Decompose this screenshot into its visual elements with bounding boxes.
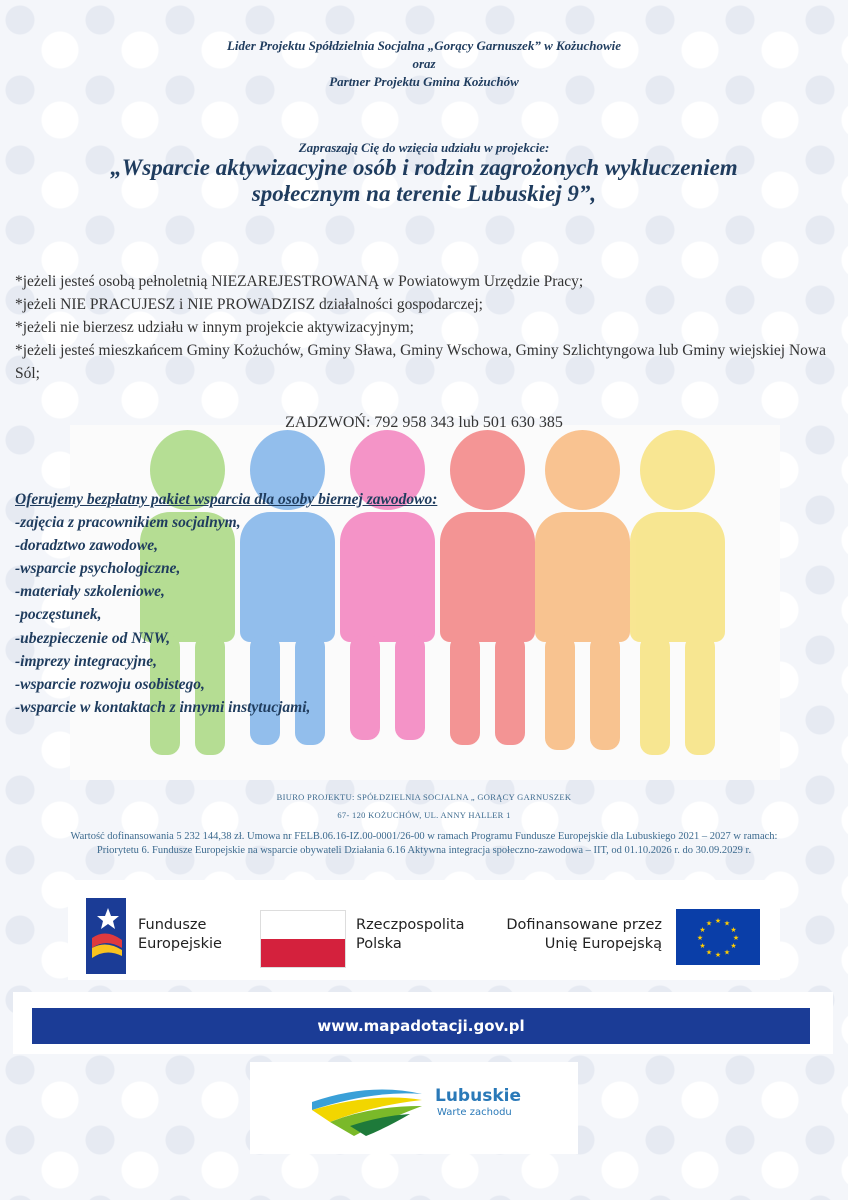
eu-flag-icon: [676, 909, 760, 965]
condition-item: *jeżeli nie bierzesz udziału w innym projekcie aktywizacyjnym;: [15, 319, 414, 336]
eligibility-conditions: [15, 270, 835, 385]
offer-item: -wsparcie rozwoju osobistego,: [15, 675, 205, 693]
project-title-line-1: „Wsparcie aktywizacyjne osób i rodzin zagrożonych wykluczeniem: [110, 155, 738, 180]
header-conjunction: oraz: [412, 56, 436, 71]
offer-item: -wsparcie w kontaktach z innymi instytucjami,: [15, 698, 311, 716]
svg-text:★: ★: [705, 948, 713, 957]
svg-text:★: ★: [705, 919, 713, 928]
lubuskie-subtitle: Warte zachodu: [437, 1107, 512, 1118]
funding-note: Wartość dofinansowania 5 232 144,38 zł. Umowa nr FELB.06.16-IZ.00-0001/26-00 w ramach Programu Fundusze Europejskie dla Lubuskiego 2021 – 2027 w ramach: Priorytetu 6. Fundusze Europejskie na wsparcie obywateli Działania 6.16 Aktywna integracja społeczno-zawodowa – IIT, od 01.10.2026 r. do 30.09.2029 r.: [70, 831, 778, 856]
eu-line-1: Dofinansowane przez: [506, 917, 662, 933]
rp-line-2: Polska: [356, 936, 402, 952]
offer-item: -zajęcia z pracownikiem socjalnym,: [15, 514, 241, 532]
offer-item: -ubezpieczenie od NNW,: [15, 629, 171, 647]
lubuskie-emblem-icon: [310, 1076, 430, 1140]
svg-text:★: ★: [699, 942, 706, 950]
condition-item: *jeżeli jesteś mieszkańcem Gminy Kożuchów, Gminy Sława, Gminy Wschowa, Gminy Szlichtyngowa lub Gminy wiejskiej Nowa Sól;: [15, 342, 827, 382]
svg-text:★: ★: [714, 917, 722, 925]
fe-line-2: Europejskie: [138, 936, 222, 952]
svg-text:★: ★: [730, 942, 737, 950]
project-office: [0, 788, 848, 824]
svg-text:★: ★: [723, 919, 731, 928]
project-partner: Partner Projektu Gmina Kożuchów: [329, 74, 519, 89]
offer-item: -wsparcie psychologiczne,: [15, 560, 181, 578]
condition-item: *jeżeli jesteś osobą pełnoletnią NIEZAREJESTROWANĄ w Powiatowym Urzędzie Pracy;: [15, 273, 584, 290]
eu-cofunded-text: [504, 916, 662, 954]
office-address: 67- 120 KOŻUCHÓW, UL. ANNY HALLER 1: [337, 810, 511, 820]
offer-item: -doradztwo zawodowe,: [15, 537, 158, 555]
url-bar: [32, 1008, 810, 1044]
offer-item: -imprezy integracyjne,: [15, 652, 158, 670]
offer-heading: Oferujemy bezpłatny pakiet wsparcia dla osoby biernej zawodowo:: [15, 491, 438, 508]
url-banner: [13, 992, 833, 1054]
fundusze-europejskie-text: [138, 916, 222, 954]
contact-phone: ZADZWOŃ: 792 958 343 lub 501 630 385: [285, 414, 563, 431]
project-leader: Lider Projektu Spółdzielnia Socjalna „Gorący Garnuszek” w Kożuchowie: [226, 38, 621, 53]
svg-text:★: ★: [730, 926, 737, 934]
rzeczpospolita-polska-text: [356, 916, 465, 954]
offer-item: -poczęstunek,: [15, 606, 102, 624]
rp-line-1: Rzeczpospolita: [356, 917, 465, 933]
office-name: BIURO PROJEKTU: SPÓŁDZIELNIA SOCJALNA „ GORĄCY GARNUSZEK: [276, 792, 572, 802]
eu-line-2: Unię Europejską: [544, 936, 662, 952]
offer-item: -materiały szkoleniowe,: [15, 583, 165, 601]
svg-text:★: ★: [714, 951, 722, 959]
offer-section: [15, 488, 575, 719]
fe-line-1: Fundusze: [138, 917, 207, 933]
lubuskie-logo: [250, 1062, 578, 1154]
invitation-text: Zapraszają Cię do wzięcia udziału w projekcie:: [298, 140, 550, 155]
funding-map-link[interactable]: www.mapadotacji.gov.pl: [317, 1017, 525, 1035]
project-title-line-2: społecznym na terenie Lubuskiej 9”,: [251, 181, 597, 206]
lubuskie-title: Lubuskie: [435, 1086, 521, 1106]
project-title: [60, 155, 788, 207]
polish-flag-icon: [260, 910, 346, 968]
svg-text:★: ★: [696, 934, 704, 942]
svg-text:★: ★: [723, 948, 731, 957]
condition-item: *jeżeli NIE PRACUJESZ i NIE PROWADZISZ działalności gospodarczej;: [15, 296, 483, 313]
funding-logos: [68, 880, 780, 980]
fundusze-europejskie-logo-icon: [86, 898, 126, 974]
svg-text:★: ★: [699, 926, 706, 934]
svg-text:★: ★: [732, 934, 740, 942]
